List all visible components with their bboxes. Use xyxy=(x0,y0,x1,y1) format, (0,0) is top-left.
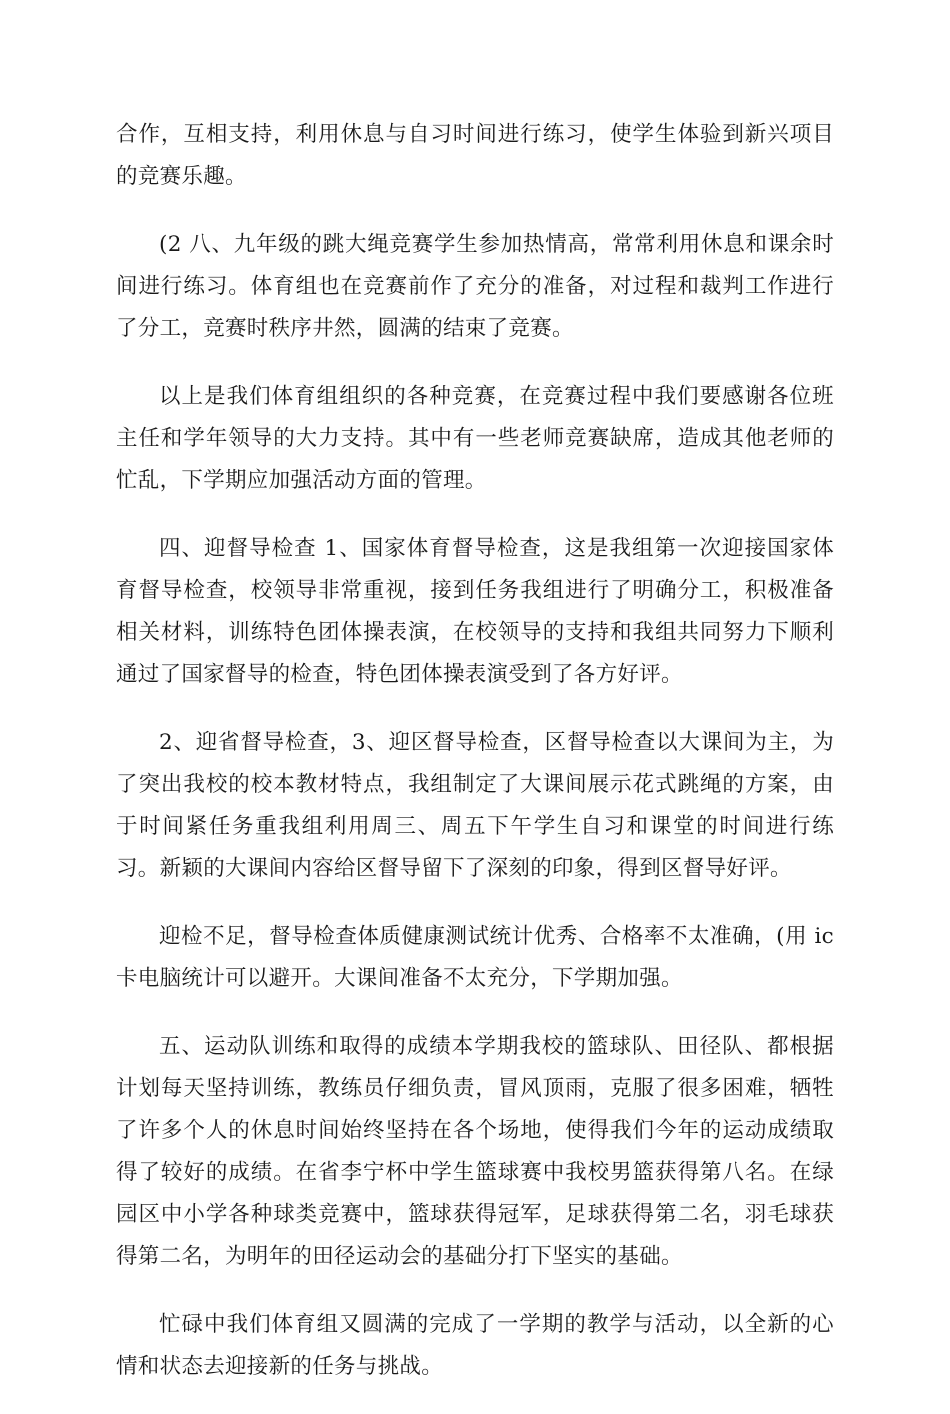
paragraph-rope-jumping: (2 八、九年级的跳大绳竞赛学生参加热情高，常常利用休息和课余时间进行练习。体育组也在竞赛前作了充分的准备，对过程和裁判工作进行了分工，竞赛时秩序井然，圆满的结束了竞赛。 xyxy=(116,232,834,341)
paragraph-sports-team-results: 五、运动队训练和取得的成绩本学期我校的篮球队、田径队、都根据计划每天坚持训练，教练员仔细负责，冒风顶雨，克服了很多困难，牺牲了许多个人的休息时间始终坚持在各个场地，使得我们今年的运动成绩取得了较好的成绩。在省李宁杯中学生篮球赛中我校男篮获得第八名。在绿园区中小学各种球类竞赛中，篮球获得冠军，足球获得第二名，羽毛球获得第二名，为明年的田径运动会的基础分打下坚实的基础。 xyxy=(116,1034,834,1269)
document-page xyxy=(116,114,834,1414)
paragraph-inspection-shortcomings: 迎检不足，督导检查体质健康测试统计优秀、合格率不太准确，(用 ic 卡电脑统计可以避开。大课间准备不太充分，下学期加强。 xyxy=(116,924,834,991)
paragraph-continuation: 合作，互相支持，利用休息与自习时间进行练习，使学生体验到新兴项目的竞赛乐趣。 xyxy=(116,122,834,189)
paragraph-provincial-district-inspection: 2、迎省督导检查，3、迎区督导检查，区督导检查以大课间为主，为了突出我校的校本教材特点，我组制定了大课间展示花式跳绳的方案，由于时间紧任务重我组利用周三、周五下午学生自习和课堂的时间进行练习。新颖的大课间内容给区督导留下了深刻的印象，得到区督导好评。 xyxy=(116,730,834,881)
paragraph-national-inspection: 四、迎督导检查 1、国家体育督导检查，这是我组第一次迎接国家体育督导检查，校领导非常重视，接到任务我组进行了明确分工，积极准备相关材料，训练特色团体操表演，在校领导的支持和我组共同努力下顺利通过了国家督导的检查，特色团体操表演受到了各方好评。 xyxy=(116,536,834,687)
paragraph-conclusion: 忙碌中我们体育组又圆满的完成了一学期的教学与活动，以全新的心情和状态去迎接新的任务与挑战。 xyxy=(116,1312,834,1379)
paragraph-competition-summary: 以上是我们体育组组织的各种竞赛，在竞赛过程中我们要感谢各位班主任和学年领导的大力支持。其中有一些老师竞赛缺席，造成其他老师的忙乱，下学期应加强活动方面的管理。 xyxy=(116,384,834,493)
